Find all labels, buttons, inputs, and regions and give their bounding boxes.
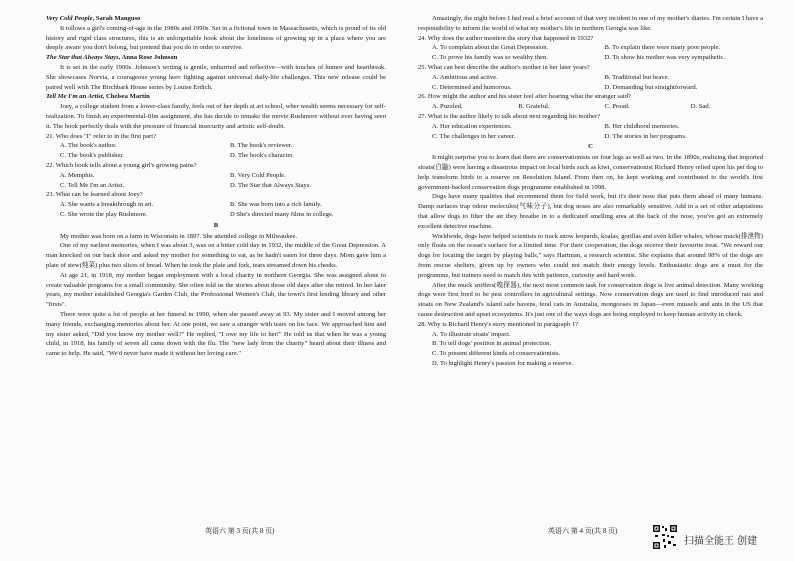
paragraph: Dogs have many qualities that recommend them for field work, but it's their nose that puts them ahead of many humans. Damp surfaces trap odour molecules(气味分子), but dog noses are also remarkably sensitive. Add in a set of other adaptations that allow dogs to filter the air they breathe in to a dedicated smelling area at the back of the nose, you've got an extremely excellent detective machine.	[418, 193, 763, 230]
option: C. The challenges in her career.	[432, 132, 516, 140]
qr-code-icon	[652, 524, 678, 550]
question-21-options	[46, 141, 386, 161]
right-column	[418, 14, 763, 369]
option: D She's directed many films in college.	[230, 210, 334, 218]
option: B. To explain there were many poor people.	[604, 44, 721, 52]
question-26-options	[418, 102, 763, 112]
option: A. To illustrate stoats' impact.	[432, 330, 511, 338]
option: B. Traditional but brave.	[604, 73, 670, 81]
option: A. Her education experiences.	[432, 122, 512, 130]
book-author: , Anna Rose Johnson	[118, 54, 178, 62]
paragraph: There were quite a lot of people at her funeral in 1990, when she passed away at 93. My sister and I moved among her many friends, exchanging memories about her. At one point, we saw a stranger with tears on his face. We approached him and my sister asked, "Did you know my mother well?" He replied, "I owe my life to her!" He told us that when he was a young child, in 1918, his family of seven all came down with the flu. The "new lady from the charity" heard about their illness and came to help. He said, "We'd never have made it without her loving care."	[46, 310, 386, 358]
option: B. To tell dogs' position in animal protection.	[432, 340, 552, 348]
page-footer-left: 英语六 第 3 页(共 8 页)	[205, 527, 275, 535]
option: C. Determined and humorous.	[432, 83, 512, 91]
book-author: , Chelsea Martin	[102, 93, 150, 101]
section-c-heading: C	[588, 143, 593, 151]
option: C. To present different kinds of conservationists.	[432, 350, 561, 358]
question-23: 23. What can be learned about Joey?	[46, 191, 143, 199]
option: B. Her childhood memories.	[604, 122, 680, 130]
option: A. Puzzled.	[432, 103, 463, 111]
page-footer-right: 英语六 第 4 页(共 8 页)	[548, 527, 618, 535]
option: D. The stories in her programs.	[604, 132, 687, 140]
question-26: 26. How might the author and his sister feel after hearing what the stranger said?	[418, 93, 631, 101]
option: D. The book's character.	[230, 152, 294, 160]
book-heading-1	[46, 14, 386, 24]
option: D. To highlight Henry's passion for making a reserve.	[432, 359, 574, 367]
question-28-options	[418, 330, 763, 369]
option: C. Proud.	[604, 103, 630, 111]
question-23-options	[46, 200, 386, 220]
book-title: The Star that Always Stays	[46, 54, 119, 62]
question-28: 28. Why is Richard Henry's story mentioned in paragraph 1?	[418, 320, 579, 328]
option: A. She wants a breakthrough in art.	[60, 201, 154, 209]
option: D. Sad.	[690, 103, 711, 111]
question-27: 27. What is the author likely to talk about next regarding his mother?	[418, 112, 601, 120]
option: C. To prove his family was so wealthy then.	[432, 54, 548, 62]
book-heading-3	[46, 92, 386, 102]
question-24: 24. Why does the author mention the story that happened in 1932?	[418, 34, 594, 42]
option: D. To show his mother was very sympathetic.	[604, 54, 725, 62]
option: B. The book's reviewer.	[230, 142, 293, 150]
question-21: 21. Who does "I" refer to in the first part?	[46, 132, 156, 140]
scanner-watermark: 扫描全能王 创建	[684, 536, 758, 547]
book-title: Very Cold People	[46, 15, 93, 22]
question-27-options	[418, 122, 763, 142]
book-heading-2	[46, 53, 386, 63]
paragraph: Joey, a college student from a lower-class family, feels out of her depth at art school, wher wealth seems necessary for self-realization. To finish an experimental-film assignment, she has decide to remake the movie Rushmore without ever having seen it. The book perfectly deals with the pressure of financial insecurity and artistic self-doubt.	[46, 103, 386, 130]
option: B. Grateful.	[518, 103, 550, 111]
option: A. Ambitious and active.	[432, 73, 498, 81]
option: B. Very Cold People.	[230, 171, 286, 179]
question-25: 25. What can best describe the author's mother in her later years?	[418, 63, 590, 71]
question-25-options	[418, 73, 763, 93]
section-b-heading: B	[213, 221, 219, 229]
book-author: , Sarah Manguso	[92, 15, 141, 22]
paragraph: One of my earliest memories, when I was about 3, was on a bitter cold day in 1932, the middle of the Great Depression. A man knocked on our back door and asked my mother for something to eat, as he hadn't eaten for three days. Mom gave him a plate of stew(炖菜) plus two slices of bread. When he took the plate and fork, tears streamed down his cheeks.	[46, 242, 386, 269]
paragraph: Worldwide, dogs have helped scientists to track snow leopards, koalas, gorillas and even killer whales, whose muck(排泄物) only floats on the ocean's surface for a limited time. For their cooperation, the dogs receive their favourite treat. "We reward our dogs for locating the target by playing balls," says Hartman, a research scientist. She explains that around 98% of the dogs are from rescue shelters, given up by owners who could not match their energy levels. Enthusiastic dogs are a must for the programme, but trainers need to match this with patience, curiosity and hard work.	[418, 232, 763, 279]
paragraph: It is set in the early 1900s. Johnson's writing is gentle, unhurried and reflective—with touches of humor and heartbreak. She showcases Norvia, a courageous young hero fighting against universal daily-life challenges. This new release could be paired well with The Birchbark House series by Louise Erdich.	[46, 63, 386, 91]
option: C. The book's publisher.	[60, 152, 124, 160]
option: B. She was born into a rich family.	[230, 201, 322, 209]
paragraph: It might surprise you to learn that there are conservationists on four legs as well as two. In the 1890s, realizing that imported stoats(白鼬) were having a disastrous impact on local birds such as kiwi, conservationist Richard Henry relied upon his pet dog to help transform birds to a reserve on Resolution Island. From then on, he kept working and contributed to the world's first government-backed conservation dogs programme established in 1998.	[418, 154, 763, 191]
paragraph: It tollows a girl's coming-of-age in the 1980s and 1990s. Set in a fictional town in Massachusetts, which is proud of its old history and rigid class structures, this is an unforgettable book about the loneliness of growing up in a place where you are deeply aware you don't belong, but pretend that you do in order to survive.	[46, 24, 386, 52]
question-24-options	[418, 43, 763, 63]
left-column	[46, 14, 386, 359]
option: C. She wrote the play Rushmore.	[60, 210, 148, 218]
paragraph: After the muck sniffers(嗅探器), the next most common task for conservation dogs is live animal detection. Many working dogs were first bred to be pest controllers in agricultural settings. Now conservation dogs are used to find introduced rats and stoats on New Zealand's island safe havens, feral cats in Australia, mongooses in Japan—even mussels and ants in the US that cause destruction and upset ecosystems. It's just one of the ways dogs are being employed to keep human activity in check.	[418, 281, 763, 318]
option: D. The Star that Always Stays.	[230, 181, 312, 189]
paragraph: At age 21, in 1918, my mother began employment with a local charity in northern Georgia. She was assigned alone to create valuable programs for a small community. She often told us the stories about those old days after she retired. In her later years, my mother established Georgia's Garden Club, the Professional Women's Club, the town's first lending library and other "firsts".	[46, 271, 386, 309]
option: C. Tell Me I'm an Artist.	[60, 181, 125, 189]
paragraph: Amazingly, the night before I had read a brief account of that very incident in one of my mother's diaries. I'm certain I have a responsibility to inform the world of what my mother's life in northern Georgia was like.	[418, 15, 763, 32]
option: A. The book's author.	[60, 142, 117, 150]
paragraph: My mother was born on a farm in Wisconsin in 1897. She attended college in Milwaukee.	[60, 232, 298, 240]
option: A. To complain about the Great Depression.	[432, 44, 549, 52]
book-title: Tell Me I'm an Artist	[46, 93, 103, 101]
question-22: 22. Which book tells about a young girl's growing pains?	[46, 161, 197, 169]
question-22-options	[46, 171, 386, 191]
option: D. Demanding but straightforward.	[604, 83, 698, 91]
option: A. Memphis.	[60, 171, 95, 179]
